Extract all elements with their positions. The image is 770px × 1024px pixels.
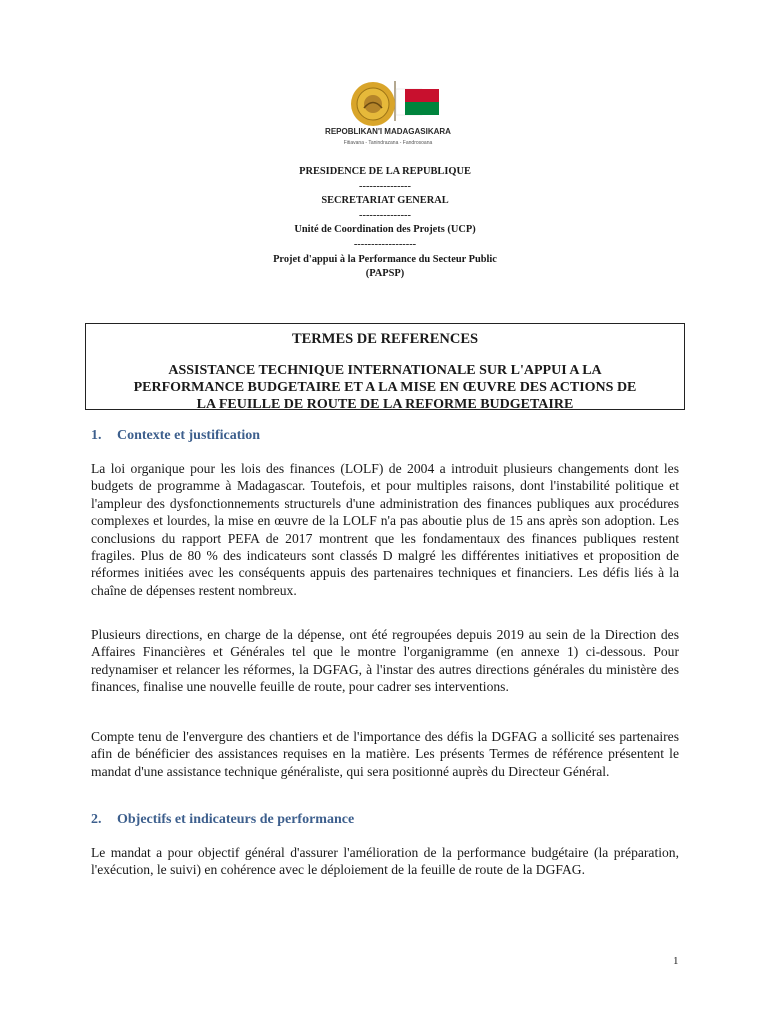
page-number: 1 — [673, 955, 679, 967]
terms-of-reference-box — [85, 323, 685, 410]
paragraph: Compte tenu de l'envergure des chantiers et de l'importance des défis la DGFAG a sollicité ses partenaires afin de bénéficier des assistances requises en la matière. Les présents Termes de référence présentent le mandat d'une assistance technique généraliste, qui sera positionné auprès du Directeur Général. — [91, 729, 679, 779]
header-project: Projet d'appui à la Performance du Secteur Public — [273, 253, 497, 265]
tor-subtitle-line: PERFORMANCE BUDGETAIRE ET A LA MISE EN ŒUVRE DES ACTIONS DE — [133, 380, 637, 395]
logo-text: REPOBLIKAN'I MADAGASIKARA — [325, 127, 451, 136]
tor-subtitle-line: ASSISTANCE TECHNIQUE INTERNATIONALE SUR L'APPUI A LA — [168, 363, 602, 378]
header-separator: --------------- — [359, 209, 411, 221]
tor-title: TERMES DE REFERENCES — [291, 331, 479, 347]
paragraph: Le mandat a pour objectif général d'assurer l'amélioration de la performance budgétaire (la préparation, l'exécution, le suivi) en cohérence avec le déploiement de la feuille de route de la DGFAG. — [91, 845, 679, 878]
section-number: 2. — [91, 812, 102, 827]
header-project-acronym: (PAPSP) — [365, 268, 405, 280]
header-presidence: PRESIDENCE DE LA REPUBLIQUE — [299, 166, 471, 177]
paragraph: Plusieurs directions, en charge de la dépense, ont été regroupées depuis 2019 au sein de la Direction des Affaires Financières et Générales tel que le montre l'organigramme (en annexe 1) ci-dessous. Pour redynamiser et relancer les réformes, la DGFAG, à l'instar des autres directions générales du ministère des finances, finalise une nouvelle feuille de route, pour cadrer ses interventions. — [91, 627, 679, 695]
paragraph: La loi organique pour les lois des finances (LOLF) de 2004 a introduit plusieurs changements dont les budgets de programme à Madagascar. Toutefois, et pour multiples raisons, dont l'instabilité politique et l'ampleur des dysfonctionnements structurels d'une administration des finances publiques aux procédures complexes et lourdes, la mise en œuvre de la LOLF n'a pas aboutie plus de 15 ans après son adoption. Les conclusions du rapport PEFA de 2017 montrent que les fondamentaux des finances publiques restent fragiles. Plus de 80 % des indicateurs sont classés D malgré les différentes initiatives et proposition de réformes initiées avec les conséquents appuis des partenaires techniques et financiers. Les défis liés à la chaîne de dépenses restent nombreux. — [91, 461, 679, 598]
republic-emblem-logo — [313, 75, 463, 149]
header-separator: --------------- — [359, 180, 411, 192]
section-title: Contexte et justification — [117, 428, 261, 443]
header-separator: ------------------ — [353, 238, 417, 250]
section-heading-context — [91, 428, 260, 444]
section-heading-objectives — [91, 812, 354, 828]
tor-subtitle-line: LA FEUILLE DE ROUTE DE LA REFORME BUDGETAIRE — [196, 397, 574, 412]
institution-header — [0, 165, 770, 282]
header-secretariat: SECRETARIAT GENERAL — [321, 195, 449, 207]
logo-motto: Fitiavana - Tanindrazana - Fandrosoana — [343, 140, 433, 146]
section-title: Objectifs et indicateurs de performance — [117, 812, 355, 827]
tor-subtitle — [86, 362, 684, 413]
header-ucp: Unité de Coordination des Projets (UCP) — [294, 224, 476, 236]
section-number: 1. — [91, 428, 102, 443]
